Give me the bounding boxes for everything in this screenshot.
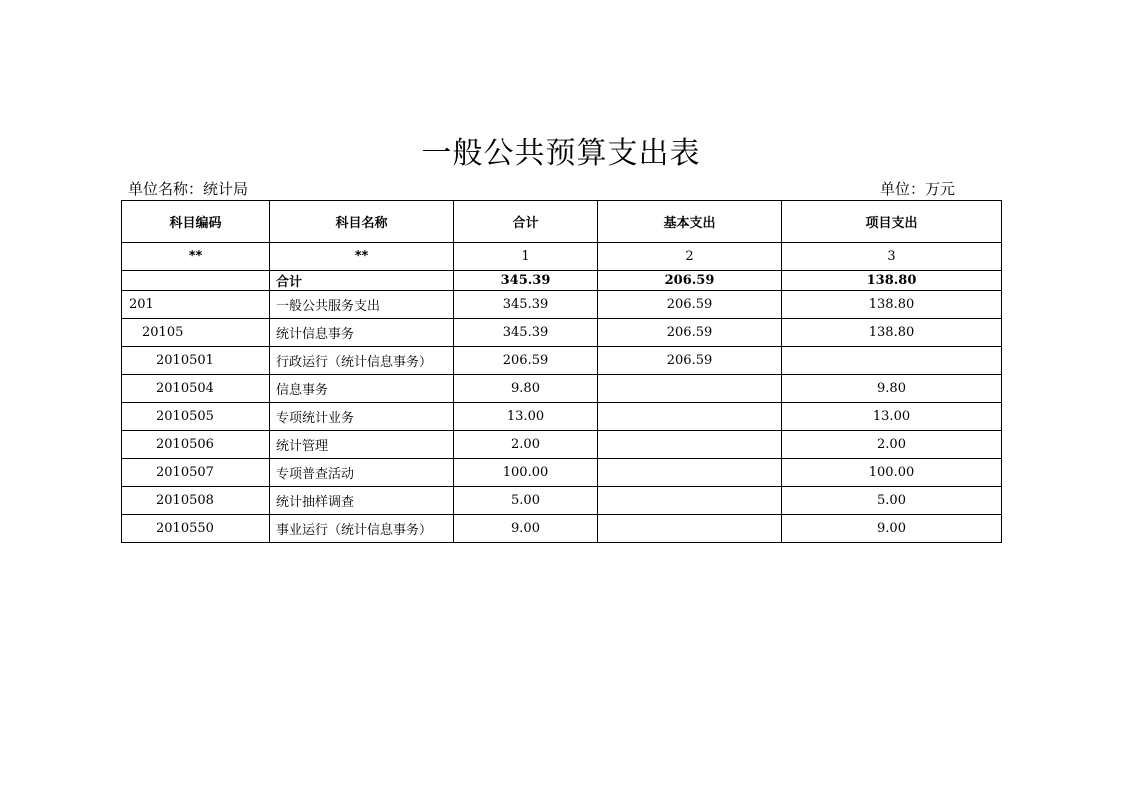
row-basic — [598, 487, 782, 515]
table-row — [122, 347, 1002, 375]
row-total: 345.39 — [454, 319, 598, 347]
total-row — [122, 271, 1002, 291]
table-row — [122, 403, 1002, 431]
row-name: 信息事务 — [270, 375, 454, 403]
table-row — [122, 291, 1002, 319]
row-total: 5.00 — [454, 487, 598, 515]
row-basic — [598, 431, 782, 459]
table-row — [122, 431, 1002, 459]
row-total: 13.00 — [454, 403, 598, 431]
row-basic: 206.59 — [598, 291, 782, 319]
row-name: 一般公共服务支出 — [270, 291, 454, 319]
header-basic: 基本支出 — [598, 201, 782, 243]
row-basic — [598, 375, 782, 403]
page-title: 一般公共预算支出表 — [421, 136, 701, 171]
row-name: 统计信息事务 — [270, 319, 454, 347]
currency-unit-label: 单位：万元 — [880, 180, 956, 198]
row-project: 5.00 — [782, 487, 1002, 515]
row-total: 100.00 — [454, 459, 598, 487]
row-code: 2010501 — [122, 347, 270, 375]
row-total: 9.00 — [454, 515, 598, 543]
row-basic: 206.59 — [598, 347, 782, 375]
total-project: 138.80 — [782, 271, 1002, 291]
row-name: 统计管理 — [270, 431, 454, 459]
row-name: 行政运行（统计信息事务） — [270, 347, 454, 375]
table-row — [122, 515, 1002, 543]
row-name: 事业运行（统计信息事务） — [270, 515, 454, 543]
row-name: 专项统计业务 — [270, 403, 454, 431]
row-basic — [598, 459, 782, 487]
header-row — [122, 201, 1002, 243]
index-project: 3 — [782, 243, 1002, 271]
row-code: 2010508 — [122, 487, 270, 515]
row-project: 138.80 — [782, 319, 1002, 347]
row-project: 13.00 — [782, 403, 1002, 431]
row-project: 9.80 — [782, 375, 1002, 403]
row-code: 2010505 — [122, 403, 270, 431]
row-basic — [598, 403, 782, 431]
budget-table — [121, 200, 1002, 543]
index-name: ** — [270, 243, 454, 271]
total-code — [122, 271, 270, 291]
table-row — [122, 319, 1002, 347]
row-project: 9.00 — [782, 515, 1002, 543]
row-name: 统计抽样调查 — [270, 487, 454, 515]
row-code: 2010507 — [122, 459, 270, 487]
row-name: 专项普查活动 — [270, 459, 454, 487]
total-total: 345.39 — [454, 271, 598, 291]
total-basic: 206.59 — [598, 271, 782, 291]
row-code: 201 — [122, 291, 270, 319]
table-row — [122, 487, 1002, 515]
index-code: ** — [122, 243, 270, 271]
header-total: 合计 — [454, 201, 598, 243]
row-project: 2.00 — [782, 431, 1002, 459]
row-project — [782, 347, 1002, 375]
row-total: 9.80 — [454, 375, 598, 403]
row-code: 2010504 — [122, 375, 270, 403]
row-code: 2010550 — [122, 515, 270, 543]
row-project: 138.80 — [782, 291, 1002, 319]
unit-name-label: 单位名称：统计局 — [128, 180, 249, 198]
index-row — [122, 243, 1002, 271]
table-row — [122, 375, 1002, 403]
row-code: 2010506 — [122, 431, 270, 459]
row-project: 100.00 — [782, 459, 1002, 487]
table-row — [122, 459, 1002, 487]
row-total: 345.39 — [454, 291, 598, 319]
header-name: 科目名称 — [270, 201, 454, 243]
header-code: 科目编码 — [122, 201, 270, 243]
row-total: 2.00 — [454, 431, 598, 459]
header-project: 项目支出 — [782, 201, 1002, 243]
index-total: 1 — [454, 243, 598, 271]
row-basic: 206.59 — [598, 319, 782, 347]
index-basic: 2 — [598, 243, 782, 271]
row-basic — [598, 515, 782, 543]
row-code: 20105 — [122, 319, 270, 347]
total-name: 合计 — [270, 271, 454, 291]
row-total: 206.59 — [454, 347, 598, 375]
